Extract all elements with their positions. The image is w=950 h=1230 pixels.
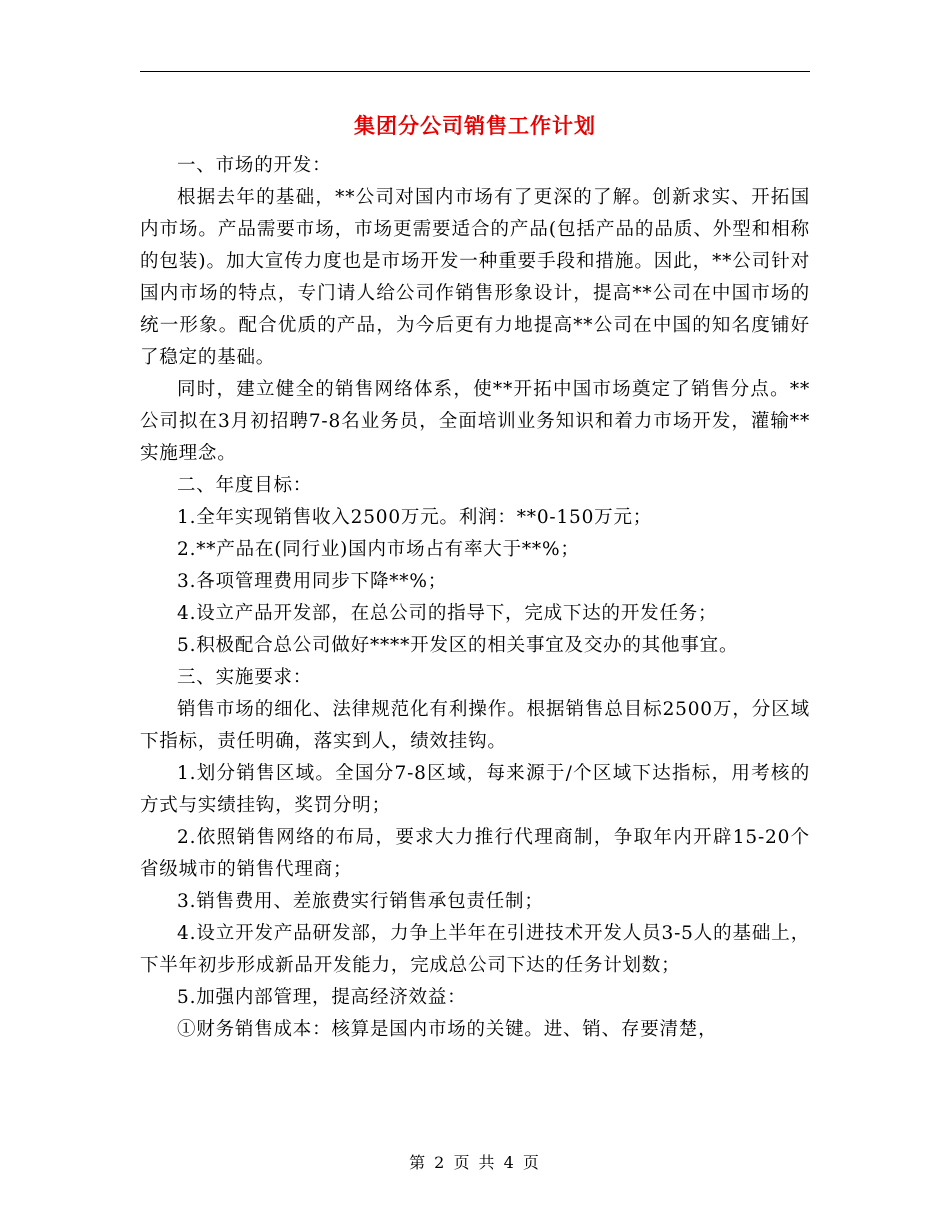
paragraph: 销售市场的细化、法律规范化有利操作。根据销售总目标2500万，分区域下指标，责任明确，落实到人，绩效挂钩。 — [140, 699, 810, 752]
list-item: 5.积极配合总公司做好****开发区的相关事宜及交办的其他事宜。 — [177, 635, 739, 656]
list-item: 3.销售费用、差旅费实行销售承包责任制； — [177, 891, 544, 912]
list-item: 3.各项管理费用同步下降**%； — [177, 571, 448, 592]
section-heading-1: 一、市场的开发： — [177, 155, 332, 176]
list-item: 4.设立产品开发部，在总公司的指导下，完成下达的开发任务； — [177, 603, 718, 624]
section-heading-3: 三、实施要求： — [177, 667, 313, 688]
page-number-footer: 第 2 页 共 4 页 — [409, 1153, 541, 1172]
list-item: ①财务销售成本：核算是国内市场的关键。进、销、存要清楚， — [177, 1019, 718, 1040]
document-title: 集团分公司销售工作计划 — [354, 114, 596, 138]
document-body — [140, 150, 810, 1046]
paragraph: 根据去年的基础，**公司对国内市场有了更深的了解。创新求实、开拓国内市场。产品需要市场，市场更需要适合的产品(包括产品的品质、外型和相称的包装)。加大宣传力度也是市场开发一种重要手段和措施。因此，**公司针对国内市场的特点，专门请人给公司作销售形象设计，提高**公司在中国市场的统一形象。配合优质的产品，为今后更有力地提高**公司在中国的知名度铺好了稳定的基础。 — [140, 187, 810, 368]
list-item: 4.设立开发产品研发部，力争上半年在引进技术开发人员3-5人的基础上，下半年初步形成新品开发能力，完成总公司下达的任务计划数； — [140, 923, 810, 976]
list-item: 5.加强内部管理，提高经济效益： — [177, 987, 467, 1008]
header-rule — [140, 71, 810, 72]
list-item: 1.全年实现销售收入2500万元。利润：**0-150万元； — [177, 507, 653, 528]
list-item: 1.划分销售区域。全国分7-8区域，每来源于/个区域下达指标，用考核的方式与实绩挂钩，奖罚分明； — [140, 763, 810, 816]
list-item: 2.依照销售网络的布局，要求大力推行代理商制，争取年内开辟15-20个省级城市的销售代理商； — [140, 827, 810, 880]
section-heading-2: 二、年度目标： — [177, 475, 313, 496]
paragraph: 同时，建立健全的销售网络体系，使**开拓中国市场奠定了销售分点。**公司拟在3月初招聘7-8名业务员，全面培训业务知识和着力市场开发，灌输**实施理念。 — [140, 379, 810, 464]
list-item: 2.**产品在(同行业)国内市场占有率大于**%； — [177, 539, 580, 560]
